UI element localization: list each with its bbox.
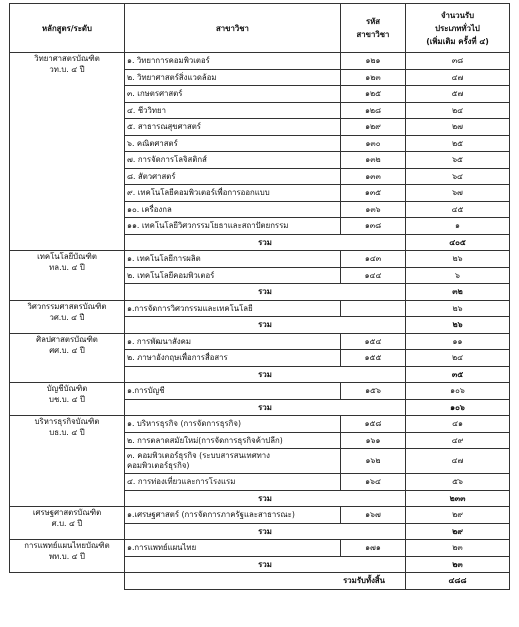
major-code: ๑๒๑ <box>341 53 406 70</box>
major-name: ๑.การบัญชี <box>125 383 341 400</box>
program-cell <box>10 383 125 416</box>
major-quota: ๑๐๖ <box>406 383 510 400</box>
header-row <box>10 4 510 53</box>
program-name: การแพทย์แผนไทยบัณฑิต <box>24 541 110 550</box>
header-quota-line2: ประเภททั่วไป <box>435 23 480 33</box>
program-cell <box>10 416 125 507</box>
major-name: ๔. การท่องเที่ยวและการโรงแรม <box>125 474 341 491</box>
subtotal-value: ๒๓๓ <box>406 490 510 507</box>
subtotal-value: ๒๙ <box>406 523 510 540</box>
major-quota: ๔๑ <box>406 416 510 433</box>
program-level: ทล.บ. ๔ ปี <box>49 263 85 272</box>
table-row <box>10 333 510 350</box>
table-row <box>10 251 510 268</box>
major-code: ๑๕๖ <box>341 383 406 400</box>
major-name: ๒. การตลาดสมัยใหม่(การจัดการธุรกิจค้าปลีก) <box>125 432 341 449</box>
subtotal-value: ๔๐๕ <box>406 234 510 251</box>
major-quota: ๖๗ <box>406 185 510 202</box>
major-code: ๑๖๑ <box>341 432 406 449</box>
major-code: ๑๒๙ <box>341 119 406 136</box>
major-name: ๓. เกษตรศาสตร์ <box>125 86 341 103</box>
program-level: บช.บ. ๔ ปี <box>49 395 85 404</box>
major-name: ๒. ภาษาอังกฤษเพื่อการสื่อสาร <box>125 350 341 367</box>
program-name: วิทยาศาสตรบัณฑิต <box>34 54 100 63</box>
program-name: บริหารธุรกิจบัณฑิต <box>34 417 100 426</box>
major-name: ๑. บริหารธุรกิจ (การจัดการธุรกิจ) <box>125 416 341 433</box>
major-name: ๕. สาธารณสุขศาสตร์ <box>125 119 341 136</box>
major-quota: ๖๕ <box>406 152 510 169</box>
major-quota: ๒๔ <box>406 350 510 367</box>
major-quota: ๒๔ <box>406 102 510 119</box>
grand-total-row <box>10 573 510 590</box>
major-name: ๑๐. เครื่องกล <box>125 201 341 218</box>
major-quota: ๔๗ <box>406 449 510 474</box>
major-name: ๑.เศรษฐศาสตร์ (การจัดการภาครัฐและสาธารณะ) <box>125 507 341 524</box>
major-code: ๑๓๒ <box>341 152 406 169</box>
major-quota: ๖ <box>406 267 510 284</box>
program-level: พท.บ. ๔ ปี <box>49 552 85 561</box>
major-name: ๗. การจัดการโลจิสติกส์ <box>125 152 341 169</box>
major-name: ๑. วิทยาการคอมพิวเตอร์ <box>125 53 341 70</box>
major-name: ๑.การแพทย์แผนไทย <box>125 540 341 557</box>
major-name: ๒. เทคโนโลยีคอมพิวเตอร์ <box>125 267 341 284</box>
program-level: วศ.บ. ๔ ปี <box>49 312 85 322</box>
major-code: ๑๖๗ <box>341 507 406 524</box>
major-name: ๖. คณิตศาสตร์ <box>125 135 341 152</box>
major-code: ๑๓๘ <box>341 218 406 235</box>
major-code: ๑๒๕ <box>341 86 406 103</box>
subtotal-value: ๑๐๖ <box>406 399 510 416</box>
subtotal-label: รวม <box>125 317 406 334</box>
subtotal-value: ๓๕ <box>406 366 510 383</box>
subtotal-value: ๒๓ <box>406 556 510 573</box>
major-code: ๑๓๖ <box>341 201 406 218</box>
program-level: บธ.บ. ๔ ปี <box>49 428 85 437</box>
major-quota: ๓๘ <box>406 53 510 70</box>
grand-total-value: ๔๘๘ <box>406 573 510 590</box>
major-quota: ๑๑ <box>406 333 510 350</box>
program-level: วท.บ. ๔ ปี <box>49 65 85 74</box>
major-name: ๓. คอมพิวเตอร์ธุรกิจ (ระบบสารสนเทศทาง <box>127 451 270 460</box>
program-cell <box>10 507 125 540</box>
subtotal-label: รวม <box>125 234 406 251</box>
program-name: วิศวกรรมศาสตรบัณฑิต <box>27 301 107 311</box>
major-code: ๑๖๒ <box>341 449 406 474</box>
grand-total-label: รวมรับทั้งสิ้น <box>125 573 406 590</box>
program-cell <box>10 333 125 383</box>
table-row <box>10 53 510 70</box>
major-quota: ๒๓ <box>406 540 510 557</box>
header-code-line2: สาขาวิชา <box>356 30 390 39</box>
program-name: เศรษฐศาสตรบัณฑิต <box>32 508 102 517</box>
major-code: ๑๕๔ <box>341 333 406 350</box>
major-quota: ๕๗ <box>406 86 510 103</box>
table-row <box>10 416 510 433</box>
major-name: ๙. เทคโนโลยีคอมพิวเตอร์เพื่อการออกแบบ <box>125 185 341 202</box>
major-name: ๘. สัตวศาสตร์ <box>125 168 341 185</box>
major-code <box>341 300 406 317</box>
program-cell <box>10 300 125 333</box>
major-code: ๑๓๓ <box>341 168 406 185</box>
major-code: ๑๒๓ <box>341 69 406 86</box>
major-quota: ๖๔ <box>406 168 510 185</box>
program-cell <box>10 251 125 301</box>
header-code <box>341 4 406 53</box>
major-name-continued: คอมพิวเตอร์ธุรกิจ) <box>127 461 190 470</box>
program-cell <box>10 53 125 251</box>
major-name-multiline <box>125 449 341 474</box>
major-quota: ๔๗ <box>406 69 510 86</box>
major-code: ๑๓๕ <box>341 185 406 202</box>
admission-quota-document <box>9 3 510 590</box>
major-name: ๑๑. เทคโนโลยีวิศวกรรมโยธาและสถาปัตยกรรม <box>125 218 341 235</box>
major-quota: ๕๖ <box>406 474 510 491</box>
major-quota: ๔๙ <box>406 432 510 449</box>
subtotal-label: รวม <box>125 284 406 301</box>
major-code: ๑๕๘ <box>341 416 406 433</box>
header-quota <box>406 4 510 53</box>
major-name: ๒. วิทยาศาสตร์สิ่งแวดล้อม <box>125 69 341 86</box>
major-name: ๑. เทคโนโลยีการผลิต <box>125 251 341 268</box>
program-name: บัญชีบัณฑิต <box>46 384 88 393</box>
program-cell <box>10 540 125 573</box>
program-name: ศิลปศาสตรบัณฑิต <box>36 334 98 344</box>
major-name: ๑. การพัฒนาสังคม <box>125 333 341 350</box>
major-code: ๑๓๐ <box>341 135 406 152</box>
major-quota: ๒๖ <box>406 251 510 268</box>
subtotal-label: รวม <box>125 523 406 540</box>
major-code: ๑๕๕ <box>341 350 406 367</box>
major-quota: ๒๙ <box>406 507 510 524</box>
major-quota: ๑ <box>406 218 510 235</box>
major-code: ๑๗๑ <box>341 540 406 557</box>
subtotal-label: รวม <box>125 399 406 416</box>
header-quota-line3: (เพิ่มเติม ครั้งที่ ๔) <box>426 36 489 46</box>
table-row <box>10 507 510 524</box>
grand-total-spacer <box>10 573 125 590</box>
major-quota: ๒๖ <box>406 300 510 317</box>
header-program: หลักสูตร/ระดับ <box>10 4 125 53</box>
table-row <box>10 383 510 400</box>
major-quota: ๒๕ <box>406 135 510 152</box>
major-code: ๑๔๔ <box>341 267 406 284</box>
subtotal-value: ๒๖ <box>406 317 510 334</box>
major-quota: ๔๕ <box>406 201 510 218</box>
quota-table <box>9 3 510 590</box>
subtotal-label: รวม <box>125 366 406 383</box>
subtotal-value: ๓๒ <box>406 284 510 301</box>
header-quota-line1: จำนวนรับ <box>440 10 475 20</box>
major-code: ๑๔๓ <box>341 251 406 268</box>
header-code-line1: รหัส <box>365 17 381 26</box>
program-level: ศ.บ. ๔ ปี <box>51 519 83 528</box>
table-row <box>10 300 510 317</box>
subtotal-label: รวม <box>125 556 406 573</box>
major-name: ๔. ชีววิทยา <box>125 102 341 119</box>
major-code: ๑๖๔ <box>341 474 406 491</box>
major-name: ๑.การจัดการวิศวกรรมและเทคโนโลยี <box>125 300 341 317</box>
program-name: เทคโนโลยีบัณฑิต <box>37 252 97 261</box>
major-quota: ๒๗ <box>406 119 510 136</box>
table-row <box>10 540 510 557</box>
subtotal-label: รวม <box>125 490 406 507</box>
header-major: สาขาวิชา <box>125 4 341 53</box>
quota-table-body <box>10 53 510 590</box>
major-code: ๑๒๘ <box>341 102 406 119</box>
program-level: ศศ.บ. ๔ ปี <box>49 345 85 355</box>
